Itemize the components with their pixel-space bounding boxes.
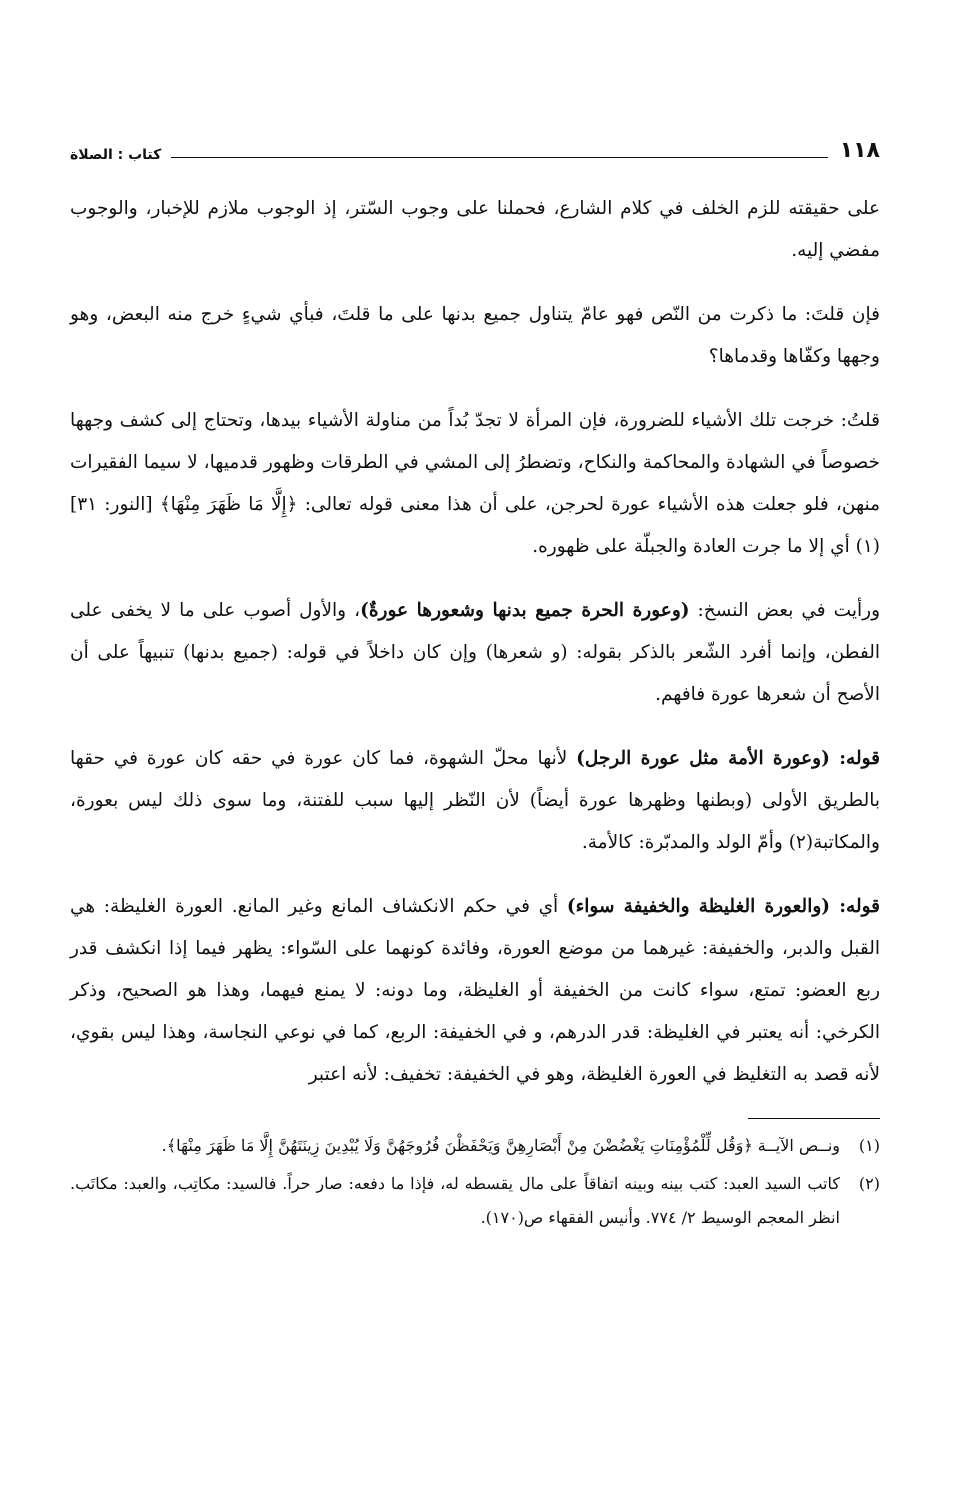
header-rule <box>171 157 827 158</box>
book-page <box>70 128 880 1239</box>
paragraph: فإن قلتَ: ما ذكرت من النّص فهو عامّ يتناول جميع بدنها على ما قلتَ، فبأي شيءٍ خرج منه البعض، وهو وجهها وكفّاها وقدماها؟ <box>70 304 880 367</box>
paragraph <box>70 886 880 1096</box>
matn-quote: (وعورة الأمة مثل عورة الرجل) <box>576 748 830 769</box>
paragraph-commentary: لأنها محلّ الشهوة، فما كان عورة في حقه كان عورة في حقها بالطريق الأولى (وبطنها وظهرها عورة أيضاً) لأن النّظر إليها سبب للفتنة، وما سوى ذلك ليس بعورة، والمكاتبة(٢) وأمّ الولد والمدبّرة: كالأمة. <box>70 748 880 853</box>
body-text <box>70 188 880 1096</box>
paragraph-commentary: أي في حكم الانكشاف المانع وغير المانع. العورة الغليظة: هي القبل والدبر، والخفيفة: غيرهما من موضع العورة، وفائدة كونهما على السّواء: يظهر فيما إذا انكشف قدر ربع العضو: تمتع، سواء كانت من الخفيفة أو الغليظة، وما دونه: لا يمنع فيهما، وهذا هو الصحيح، وذكر الكرخي: أنه يعتبر في الغليظة: قدر الدرهم، و في الخفيفة: الربع، كما في نوعي النجاسة، وهذا ليس بقوي، لأنه قصد به التغليظ في العورة الغليظة، وهو في الخفيفة: تخفيف: لأنه اعتبر <box>70 896 880 1085</box>
footnote-text: ونــص الآيــة ﴿وَقُل لِّلْمُؤْمِنَاتِ يَغْضُضْنَ مِنْ أَبْصَارِهِنَّ وَيَحْفَظْنَ فُرُوجَهُنَّ وَلَا يُبْدِينَ زِينَتَهُنَّ إِلَّا مَا ظَهَرَ مِنْهَا﴾. <box>161 1136 840 1155</box>
paragraph-lead: ورأيت في بعض النسخ: <box>689 600 880 621</box>
matn-quote: (والعورة الغليظة والخفيفة سواء) <box>566 896 831 917</box>
paragraph-commentary: ، والأول أصوب على ما لا يخفى على الفطن، وإنما أفرد الشّعر بالذكر بقوله: (و شعرها) وإن كان داخلاً في قوله: (جميع بدنها) تنبيهاً على أن الأصح أن شعرها عورة فافهم. <box>70 600 880 705</box>
footnote-separator <box>748 1118 880 1119</box>
footnote-marker: (٢) <box>858 1174 880 1193</box>
paragraph: قلتُ: خرجت تلك الأشياء للضرورة، فإن المرأة لا تجدّ بُداً من مناولة الأشياء بيدها، وتحتاج إلى كشف وجهها خصوصاً في الشهادة والمحاكمة والنكاح، وتضطرُ إلى المشي في الطرقات وظهور قدميها، لا سيما الفقيرات منهن، فلو جعلت هذه الأشياء عورة لحرجن، على أن هذا معنى قوله تعالى: ﴿إِلَّا مَا ظَهَرَ مِنْهَا﴾ [النور: ٣١](١) أي إلا ما جرت العادة والجبلّة على ظهوره. <box>70 410 880 557</box>
page-header <box>70 128 880 162</box>
paragraph <box>70 738 880 864</box>
footnote-marker: (١) <box>858 1136 880 1155</box>
footnote-item <box>70 1129 880 1163</box>
qawluhu-label: قوله: <box>830 896 881 917</box>
qawluhu-label: قوله: <box>829 748 880 769</box>
page-number: ١١٨ <box>839 138 880 163</box>
running-head: كتاب : الصلاة <box>70 147 162 163</box>
paragraph: على حقيقته للزم الخلف في كلام الشارع، فحملنا على وجوب السّتر، إذ الوجوب ملازم للإخبار، والوجوب مفضي إليه. <box>70 198 880 261</box>
footnote-text: كاتب السيد العبد: كتب بينه وبينه اتفاقاً على مال يقسطه له، فإذا ما دفعه: صار حراً. فالسيد: مكاتِب، والعبد: مكاتَب. انظر المعجم الوسيط ٢/ ٧٧٤. وأنيس الفقهاء ص(١٧٠). <box>70 1174 840 1227</box>
paragraph <box>70 590 880 716</box>
footnotes <box>70 1129 880 1235</box>
footnote-item <box>70 1167 880 1235</box>
matn-quote: (وعورة الحرة جميع بدنها وشعورها عورةٌ) <box>360 600 690 621</box>
